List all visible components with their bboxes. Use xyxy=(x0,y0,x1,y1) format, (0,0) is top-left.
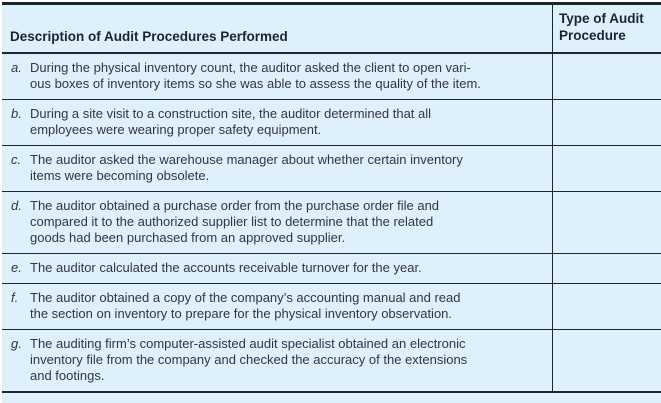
row-description-line: the section on inventory to prepare for the physical inventory observation. xyxy=(30,306,453,321)
header-type-line1: Type of Audit xyxy=(559,11,644,26)
table-row-a xyxy=(2,54,661,100)
table-row-g xyxy=(2,330,661,391)
answer-cell xyxy=(552,146,661,191)
row-description-line: The auditor obtained a purchase order from the purchase order file and xyxy=(30,198,440,213)
row-description-line: The auditing firm’s computer-assisted audit specialist obtained an electronic xyxy=(30,336,466,351)
answer-cell xyxy=(552,192,661,253)
row-description-line: employees were wearing proper safety equipment. xyxy=(30,122,322,137)
answer-cell xyxy=(552,100,661,145)
audit-procedures-table xyxy=(2,2,661,393)
row-letter: b. xyxy=(11,106,22,121)
row-letter: f. xyxy=(11,290,19,305)
row-description-line: items were becoming obsolete. xyxy=(30,168,210,183)
table-row-b xyxy=(2,100,661,146)
row-letter: d. xyxy=(11,198,22,213)
row-description-line: The auditor obtained a copy of the company’s accounting manual and read xyxy=(30,290,461,305)
table-row-c xyxy=(2,146,661,192)
header-description-label xyxy=(2,5,552,52)
table-sheet xyxy=(2,2,661,403)
row-description-line: goods had been purchased from an approved supplier. xyxy=(30,230,346,245)
row-letter: e. xyxy=(11,260,22,275)
row-letter: c. xyxy=(11,152,22,167)
row-description-line: inventory file from the company and checked the accuracy of the extensions xyxy=(30,352,468,367)
table-row-d xyxy=(2,192,661,254)
row-description xyxy=(30,106,552,138)
row-description-line: ous boxes of inventory items so she was able to assess the quality of the item. xyxy=(30,76,481,91)
row-description xyxy=(30,290,552,322)
row-description-line: During the physical inventory count, the auditor asked the client to open vari- xyxy=(30,60,471,75)
row-description-line: compared it to the authorized supplier list to determine that the related xyxy=(30,214,434,229)
answer-cell xyxy=(552,54,661,99)
answer-cell xyxy=(552,284,661,329)
row-description-line: During a site visit to a construction site, the auditor determined that all xyxy=(30,106,432,121)
row-description xyxy=(30,198,552,246)
answer-cell xyxy=(552,254,661,283)
table-row-f xyxy=(2,284,661,330)
row-letter: a. xyxy=(11,60,22,75)
row-description xyxy=(30,336,552,384)
table-row-e xyxy=(2,254,661,284)
answer-cell xyxy=(552,330,661,391)
row-description-line: and footings. xyxy=(30,368,105,383)
header-description-text: Description of Audit Procedures Performed xyxy=(10,29,288,44)
row-letter: g. xyxy=(11,336,22,351)
row-description xyxy=(30,60,552,92)
header-type-line2: Procedure xyxy=(559,28,626,43)
header-row xyxy=(2,5,661,54)
row-description xyxy=(30,260,552,276)
row-description-line: The auditor asked the warehouse manager about whether certain inventory xyxy=(30,152,463,167)
row-description-line: The auditor calculated the accounts receivable turnover for the year. xyxy=(30,260,422,275)
row-description xyxy=(30,152,552,184)
header-type-label xyxy=(552,5,661,52)
